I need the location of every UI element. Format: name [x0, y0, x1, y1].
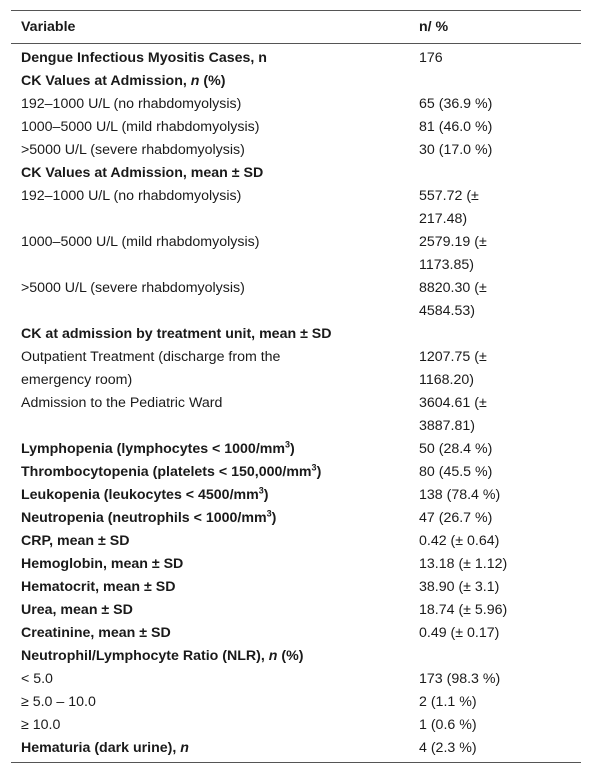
row-value-text: 18.74 (± 5.96): [419, 602, 508, 618]
row-value-text: 50 (28.4 %): [419, 441, 493, 457]
header-value: n/ %: [419, 19, 449, 35]
row-label-tail: ): [316, 464, 322, 480]
table-row: [11, 461, 581, 484]
row-label: [11, 668, 415, 691]
row-value: [415, 553, 581, 576]
row-label: [11, 93, 415, 116]
row-label-text: Admission to the Pediatric Ward: [21, 395, 223, 411]
row-value: [415, 93, 581, 116]
table-row: [11, 553, 581, 576]
row-label: [11, 484, 415, 507]
table-row: [11, 645, 581, 668]
row-label-text: ≥ 5.0 – 10.0: [21, 694, 96, 710]
table-row: [11, 93, 581, 116]
row-value-continuation: 217.48): [419, 211, 468, 227]
table-row: [11, 599, 581, 622]
row-label: [11, 231, 415, 254]
table-row: [11, 323, 581, 346]
header-variable: Variable: [21, 19, 76, 35]
row-label-text: 1000–5000 U/L (mild rhabdomyolysis): [21, 119, 260, 135]
row-label-italic: n: [180, 740, 189, 756]
row-label-text: Hemoglobin, mean ± SD: [21, 556, 184, 572]
row-value: [415, 116, 581, 139]
row-label: [11, 599, 415, 622]
row-value-text: 4 (2.3 %): [419, 740, 477, 756]
row-label-text: Outpatient Treatment (discharge from the: [21, 349, 281, 365]
row-value-text: 0.42 (± 0.64): [419, 533, 500, 549]
row-label-text: Hematocrit, mean ± SD: [21, 579, 176, 595]
row-value: [415, 461, 581, 484]
table-row: [11, 139, 581, 162]
row-label-text: Urea, mean ± SD: [21, 602, 133, 618]
row-label-text: Thrombocytopenia (platelets < 150,000/mm: [21, 464, 312, 480]
row-value-text: 3604.61 (±: [419, 395, 487, 411]
table-row: [11, 737, 581, 760]
row-value-text: 38.90 (± 3.1): [419, 579, 500, 595]
row-label: [11, 622, 415, 645]
row-label-text: ≥ 10.0: [21, 717, 61, 733]
row-label: [11, 737, 415, 760]
row-label-tail: (%): [281, 648, 304, 664]
table-body: [11, 44, 581, 763]
row-label: [11, 645, 415, 668]
row-value-text: 81 (46.0 %): [419, 119, 493, 135]
row-label-text: 1000–5000 U/L (mild rhabdomyolysis): [21, 234, 260, 250]
row-value-text: 30 (17.0 %): [419, 142, 493, 158]
row-label-text: Leukopenia (leukocytes < 4500/mm: [21, 487, 259, 503]
row-value-text: 8820.30 (±: [419, 280, 487, 296]
row-label: [11, 116, 415, 139]
row-label: [11, 507, 415, 530]
row-label: [11, 47, 415, 70]
table-row: [11, 185, 581, 231]
row-value-continuation: 3887.81): [419, 418, 476, 434]
row-label-superscript: 3: [311, 462, 317, 473]
row-label-continuation: emergency room): [21, 372, 133, 388]
row-label-tail: ): [290, 441, 295, 457]
row-label: [11, 70, 415, 93]
row-value: [415, 622, 581, 645]
table-row: [11, 576, 581, 599]
row-label-superscript: 3: [285, 439, 291, 450]
row-label: [11, 185, 415, 208]
row-value: [415, 530, 581, 553]
table-row: [11, 70, 581, 93]
row-label-text: Hematuria (dark urine),: [21, 740, 177, 756]
row-value: [415, 484, 581, 507]
row-value: [415, 438, 581, 461]
row-value-text: 173 (98.3 %): [419, 671, 501, 687]
row-value-text: 138 (78.4 %): [419, 487, 501, 503]
row-value: [415, 392, 581, 438]
row-label: [11, 461, 415, 484]
row-label-text: Creatinine, mean ± SD: [21, 625, 171, 641]
row-value-text: 1207.75 (±: [419, 349, 487, 365]
row-value-text: 47 (26.7 %): [419, 510, 493, 526]
row-value: [415, 47, 581, 70]
row-value-text: 2579.19 (±: [419, 234, 487, 250]
row-value: [415, 231, 581, 277]
row-label: [11, 162, 415, 185]
row-label-text: 192–1000 U/L (no rhabdomyolysis): [21, 96, 242, 112]
row-value: [415, 139, 581, 162]
row-value-continuation: 1168.20): [419, 372, 474, 388]
row-label: [11, 530, 415, 553]
row-value: [415, 576, 581, 599]
table-header: [11, 10, 581, 44]
row-label: [11, 438, 415, 461]
row-value-text: 65 (36.9 %): [419, 96, 493, 112]
row-value-text: 80 (45.5 %): [419, 464, 493, 480]
row-value-text: 557.72 (±: [419, 188, 479, 204]
row-value: [415, 507, 581, 530]
row-label-tail: ): [271, 510, 277, 526]
table-row: [11, 346, 581, 392]
row-label: [11, 277, 415, 300]
row-value: [415, 737, 581, 760]
row-label: [11, 691, 415, 714]
row-label-italic: n: [190, 73, 200, 89]
row-value-text: 13.18 (± 1.12): [419, 556, 508, 572]
row-value: [415, 599, 581, 622]
table-row: [11, 277, 581, 323]
row-label-italic: n: [268, 648, 278, 664]
table-row: [11, 47, 581, 70]
table-row: [11, 691, 581, 714]
row-label-text: >5000 U/L (severe rhabdomyolysis): [21, 280, 245, 296]
row-value-text: 0.49 (± 0.17): [419, 625, 500, 641]
row-value: [415, 346, 581, 392]
row-label: [11, 576, 415, 599]
row-label-tail: ): [263, 487, 269, 503]
row-value-text: 1 (0.6 %): [419, 717, 477, 733]
table-row: [11, 162, 581, 185]
row-value-continuation: 1173.85): [419, 257, 474, 273]
row-label: [11, 392, 415, 415]
table-row: [11, 484, 581, 507]
row-value: [415, 714, 581, 737]
table-row: [11, 668, 581, 691]
row-value-text: 176: [419, 50, 443, 66]
row-label: [11, 553, 415, 576]
row-label-text: CRP, mean ± SD: [21, 533, 130, 549]
table-row: [11, 530, 581, 553]
row-label-text: CK at admission by treatment unit, mean ± SD: [21, 326, 332, 342]
row-label-text: Dengue Infectious Myositis Cases, n: [21, 50, 267, 66]
row-label-text: 192–1000 U/L (no rhabdomyolysis): [21, 188, 242, 204]
row-value-continuation: 4584.53): [419, 303, 476, 319]
row-label-text: Neutrophil/Lymphocyte Ratio (NLR),: [21, 648, 265, 664]
row-label-text: Lymphopenia (lymphocytes < 1000/mm: [21, 441, 285, 457]
row-value: [415, 277, 581, 323]
table-row: [11, 622, 581, 645]
table-row: [11, 438, 581, 461]
row-label-text: Neutropenia (neutrophils < 1000/mm: [21, 510, 267, 526]
row-value: [415, 668, 581, 691]
row-label: [11, 714, 415, 737]
row-value-text: 2 (1.1 %): [419, 694, 477, 710]
row-label-text: CK Values at Admission,: [21, 73, 187, 89]
row-label-text: CK Values at Admission, mean ± SD: [21, 165, 264, 181]
row-label-tail: (%): [203, 73, 226, 89]
row-label-text: >5000 U/L (severe rhabdomyolysis): [21, 142, 245, 158]
table-row: [11, 392, 581, 438]
table-row: [11, 116, 581, 139]
row-value: [415, 691, 581, 714]
row-label-superscript: 3: [258, 485, 264, 496]
row-label: [11, 139, 415, 162]
row-value: [415, 185, 581, 231]
data-table: [11, 10, 581, 763]
row-label-superscript: 3: [266, 508, 272, 519]
table-row: [11, 714, 581, 737]
row-label: [11, 323, 415, 346]
table-row: [11, 507, 581, 530]
row-label: [11, 346, 415, 392]
row-label-text: < 5.0: [21, 671, 53, 687]
table-row: [11, 231, 581, 277]
